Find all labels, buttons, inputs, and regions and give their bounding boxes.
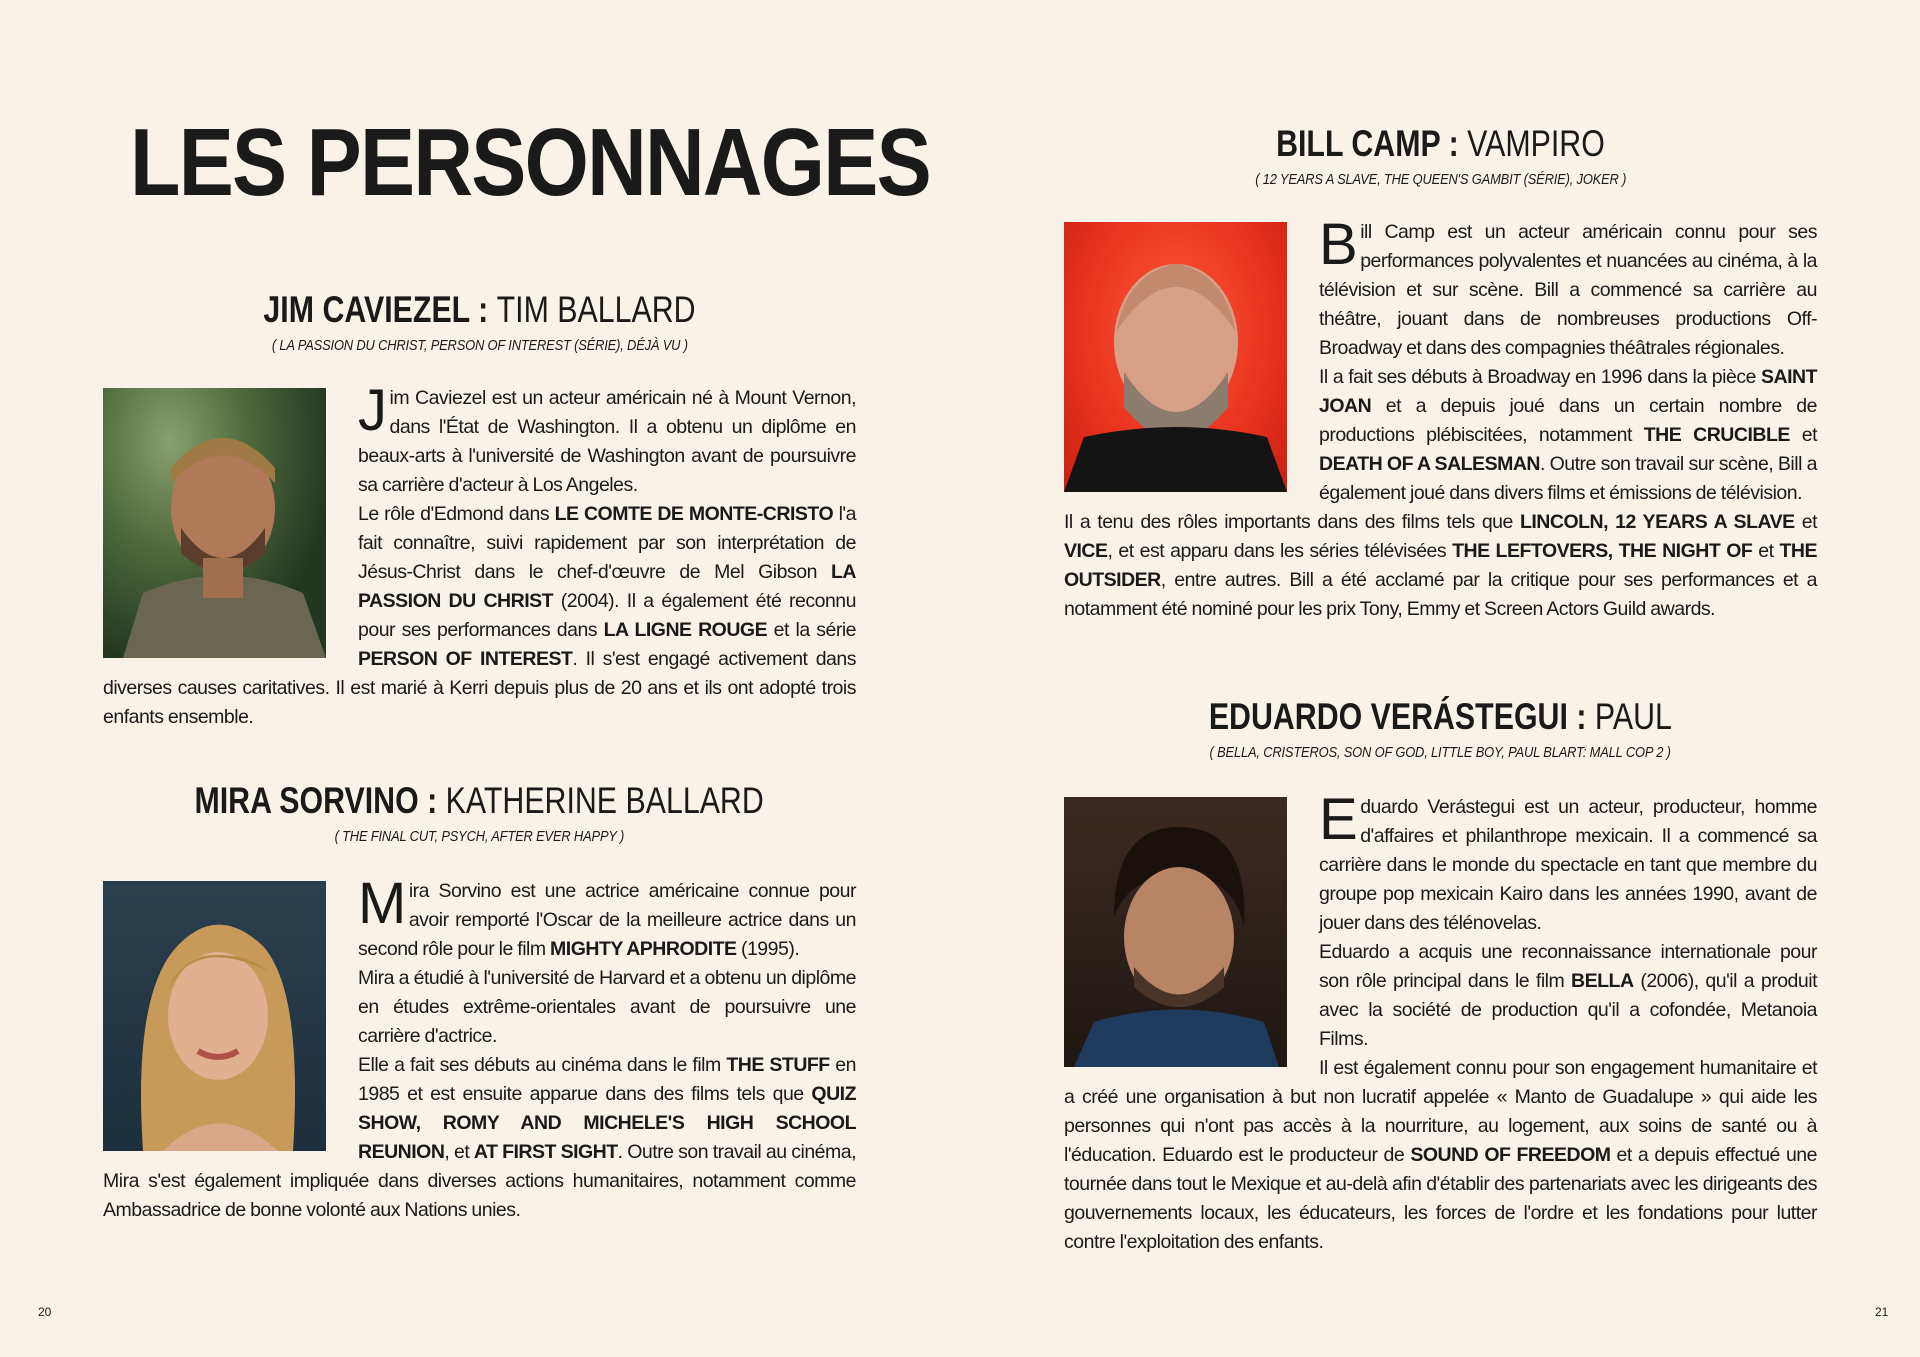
portrait-photo [103,388,326,658]
bold-title: QUIZ SHOW, ROMY AND MICHELE'S HIGH SCHOOL REUNION [358,1082,856,1163]
bio-paragraph: Le rôle d'Edmond dans LE COMTE DE MONTE-CRISTO l'a fait connaître, suivi rapidement par son interprétation de Jésus-Christ dans le chef-d'œuvre de Mel Gibson LA PASSION DU CHRIST (2004). Il a également été reconnu pour ses performances dans LA LIGNE ROUGE et la série PERSON OF INTEREST. Il s'est engagé activement dans diverses causes caritatives. Il est marié à Kerri depuis plus de 20 ans et ils ont adopté trois enfants ensemble. [103,502,856,728]
actor-name: JIM CAVIEZEL [263,289,470,330]
character-heading [1064,697,1817,738]
portrait-illustration [1064,797,1287,1067]
heading-separator: : [469,289,497,330]
bold-title: THE LEFTOVERS, THE NIGHT OF [1452,539,1753,562]
bold-title: LA LIGNE ROUGE [603,618,768,641]
actor-name: EDUARDO VERÁSTEGUI [1208,696,1569,737]
bold-title: SAINT JOAN [1319,365,1817,417]
role-name: TIM BALLARD [496,289,696,330]
portrait-photo [1064,222,1287,492]
bold-title: LE COMTE DE MONTE-CRISTO [554,502,834,525]
bio-paragraph: Il est également connu pour son engagement humanitaire et a créé une organisation à but non lucratif appelée « Manto de Guadalupe » qui aide les personnes qui n'ont pas accès à la nourriture, au logement, aux soins de santé ou à l'éducation. Eduardo est le producteur de SOUND OF FREEDOM et a depuis effectué une tournée dans tout le Mexique et au-delà afin d'établir des partenariats avec les dirigeants des gouvernements locaux, les éducateurs, les forces de l'ordre et les fondations pour lutter contre l'exploitation des enfants. [1064,1056,1817,1253]
character-bio [103,377,856,732]
bio-paragraph: Il a tenu des rôles importants dans des films tels que LINCOLN, 12 YEARS A SLAVE et VICE, et est apparu dans les séries télévisées THE LEFTOVERS, THE NIGHT OF et THE OUTSIDER, entre autres. Bill a été acclamé par la critique pour ses performances et a notamment été nominé pour les prix Tony, Emmy et Screen Actors Guild awards. [1064,510,1817,620]
role-name: KATHERINE BALLARD [446,780,765,821]
bold-title: THE CRUCIBLE [1643,423,1790,446]
character-mira-sorvino [103,781,856,1225]
bold-title: VICE [1064,539,1108,562]
bio-paragraph: Mira a étudié à l'université de Harvard et a obtenu un diplôme en études extrême-orientales avant de poursuivre une carrière d'actrice. [358,966,856,1047]
bold-title: DEATH OF A SALESMAN [1319,452,1540,475]
page-number: 21 [1875,1305,1889,1319]
character-credits [103,828,856,845]
bio-paragraph: Bill Camp est un acteur américain connu pour ses performances polyvalentes et nuancées au cinéma, à la télévision et sur scène. Bill a commencé sa carrière au théâtre, jouant dans de nombreuses productions Off-Broadway et dans des compagnies théâtrales régionales. [1319,211,1817,359]
bold-title: SOUND OF FREEDOM [1410,1143,1611,1166]
heading-separator: : [419,780,447,821]
bio-paragraph: Il a fait ses débuts à Broadway en 1996 dans la pièce SAINT JOAN et a depuis joué dans un certain nombre de productions plébiscitées, notamment THE CRUCIBLE et DEATH OF A SALESMAN. Outre son travail sur scène, Bill a également joué dans divers films et émissions de télévision. [1319,365,1817,504]
bold-title: AT FIRST SIGHT [473,1140,618,1163]
portrait-photo [103,881,326,1151]
bio-paragraph: Mira Sorvino est une actrice américaine connue pour avoir remporté l'Oscar de la meilleure actrice dans un second rôle pour le film MIGHTY APHRODITE (1995). [358,870,856,960]
bold-title: LINCOLN, 12 YEARS A SLAVE [1519,510,1795,533]
character-bio [103,870,857,1225]
bold-title: LA PASSION DU CHRIST [358,560,856,612]
bold-title: BELLA [1571,969,1634,992]
bold-title: PERSON OF INTEREST [358,647,573,670]
role-name: VAMPIRO [1467,123,1605,164]
bio-paragraph: Eduardo a acquis une reconnaissance internationale pour son rôle principal dans le film BELLA (2006), qu'il a produit avec la société de production qu'il a cofondée, Metanoia Films. [1319,940,1817,1050]
bold-title: THE OUTSIDER [1064,539,1817,591]
drop-cap: J [358,377,387,443]
credits-text: ( 12 YEARS A SLAVE, THE QUEEN'S GAMBIT (SÉRIE), JOKER ) [1254,170,1627,188]
character-bill-camp [1064,124,1817,624]
page-title: LES PERSONNAGES [130,109,930,216]
page-number: 20 [38,1305,52,1319]
bold-title: THE STUFF [726,1053,830,1076]
character-heading [1064,124,1817,165]
bio-paragraph: Elle a fait ses débuts au cinéma dans le film THE STUFF en 1985 et est ensuite apparue dans des films tels que QUIZ SHOW, ROMY AND MICHELE'S HIGH SCHOOL REUNION, et AT FIRST SIGHT. Outre son travail au cinéma, Mira s'est également impliquée dans diverses actions humanitaires, notamment comme Ambassadrice de bonne volonté aux Nations unies. [103,1053,857,1221]
heading-separator: : [1568,696,1596,737]
character-eduardo-verastegui [1064,697,1817,1257]
role-name: PAUL [1595,696,1673,737]
bio-paragraph: Eduardo Verástegui est un acteur, producteur, homme d'affaires et philanthrope mexicain. Il a commencé sa carrière dans le monde du spectacle en tant que membre du groupe pop mexicain Kairo dans les années 1990, avant de jouer dans des télénovelas. [1319,786,1817,934]
character-credits [1064,744,1817,761]
portrait-photo [1064,797,1287,1067]
credits-text: ( LA PASSION DU CHRIST, PERSON OF INTEREST (SÉRIE), DÉJÀ VU ) [271,336,688,354]
character-credits [103,337,856,354]
bio-paragraph: Jim Caviezel est un acteur américain né à Mount Vernon, dans l'État de Washington. Il a obtenu un diplôme en beaux-arts à l'université de Washington avant de poursuivre sa carrière d'acteur à Los Angeles. [358,377,856,496]
character-heading [103,781,856,822]
credits-text: ( BELLA, CRISTEROS, SON OF GOD, LITTLE BOY, PAUL BLART: MALL COP 2 ) [1209,743,1672,761]
actor-name: MIRA SORVINO [194,780,420,821]
bold-title: MIGHTY APHRODITE [550,937,737,960]
right-page [960,0,1920,1357]
portrait-illustration [1064,222,1287,492]
character-bio [1064,211,1817,624]
character-heading [103,290,856,331]
portrait-illustration [103,388,326,658]
heading-separator: : [1440,123,1468,164]
character-jim-caviezel [103,290,856,732]
actor-name: BILL CAMP [1276,123,1441,164]
drop-cap: M [358,870,406,936]
drop-cap: E [1319,786,1358,852]
credits-text: ( THE FINAL CUT, PSYCH, AFTER EVER HAPPY ) [334,827,625,845]
drop-cap: B [1319,211,1358,277]
character-bio [1064,786,1817,1257]
character-credits [1064,171,1817,188]
portrait-illustration [103,881,326,1151]
